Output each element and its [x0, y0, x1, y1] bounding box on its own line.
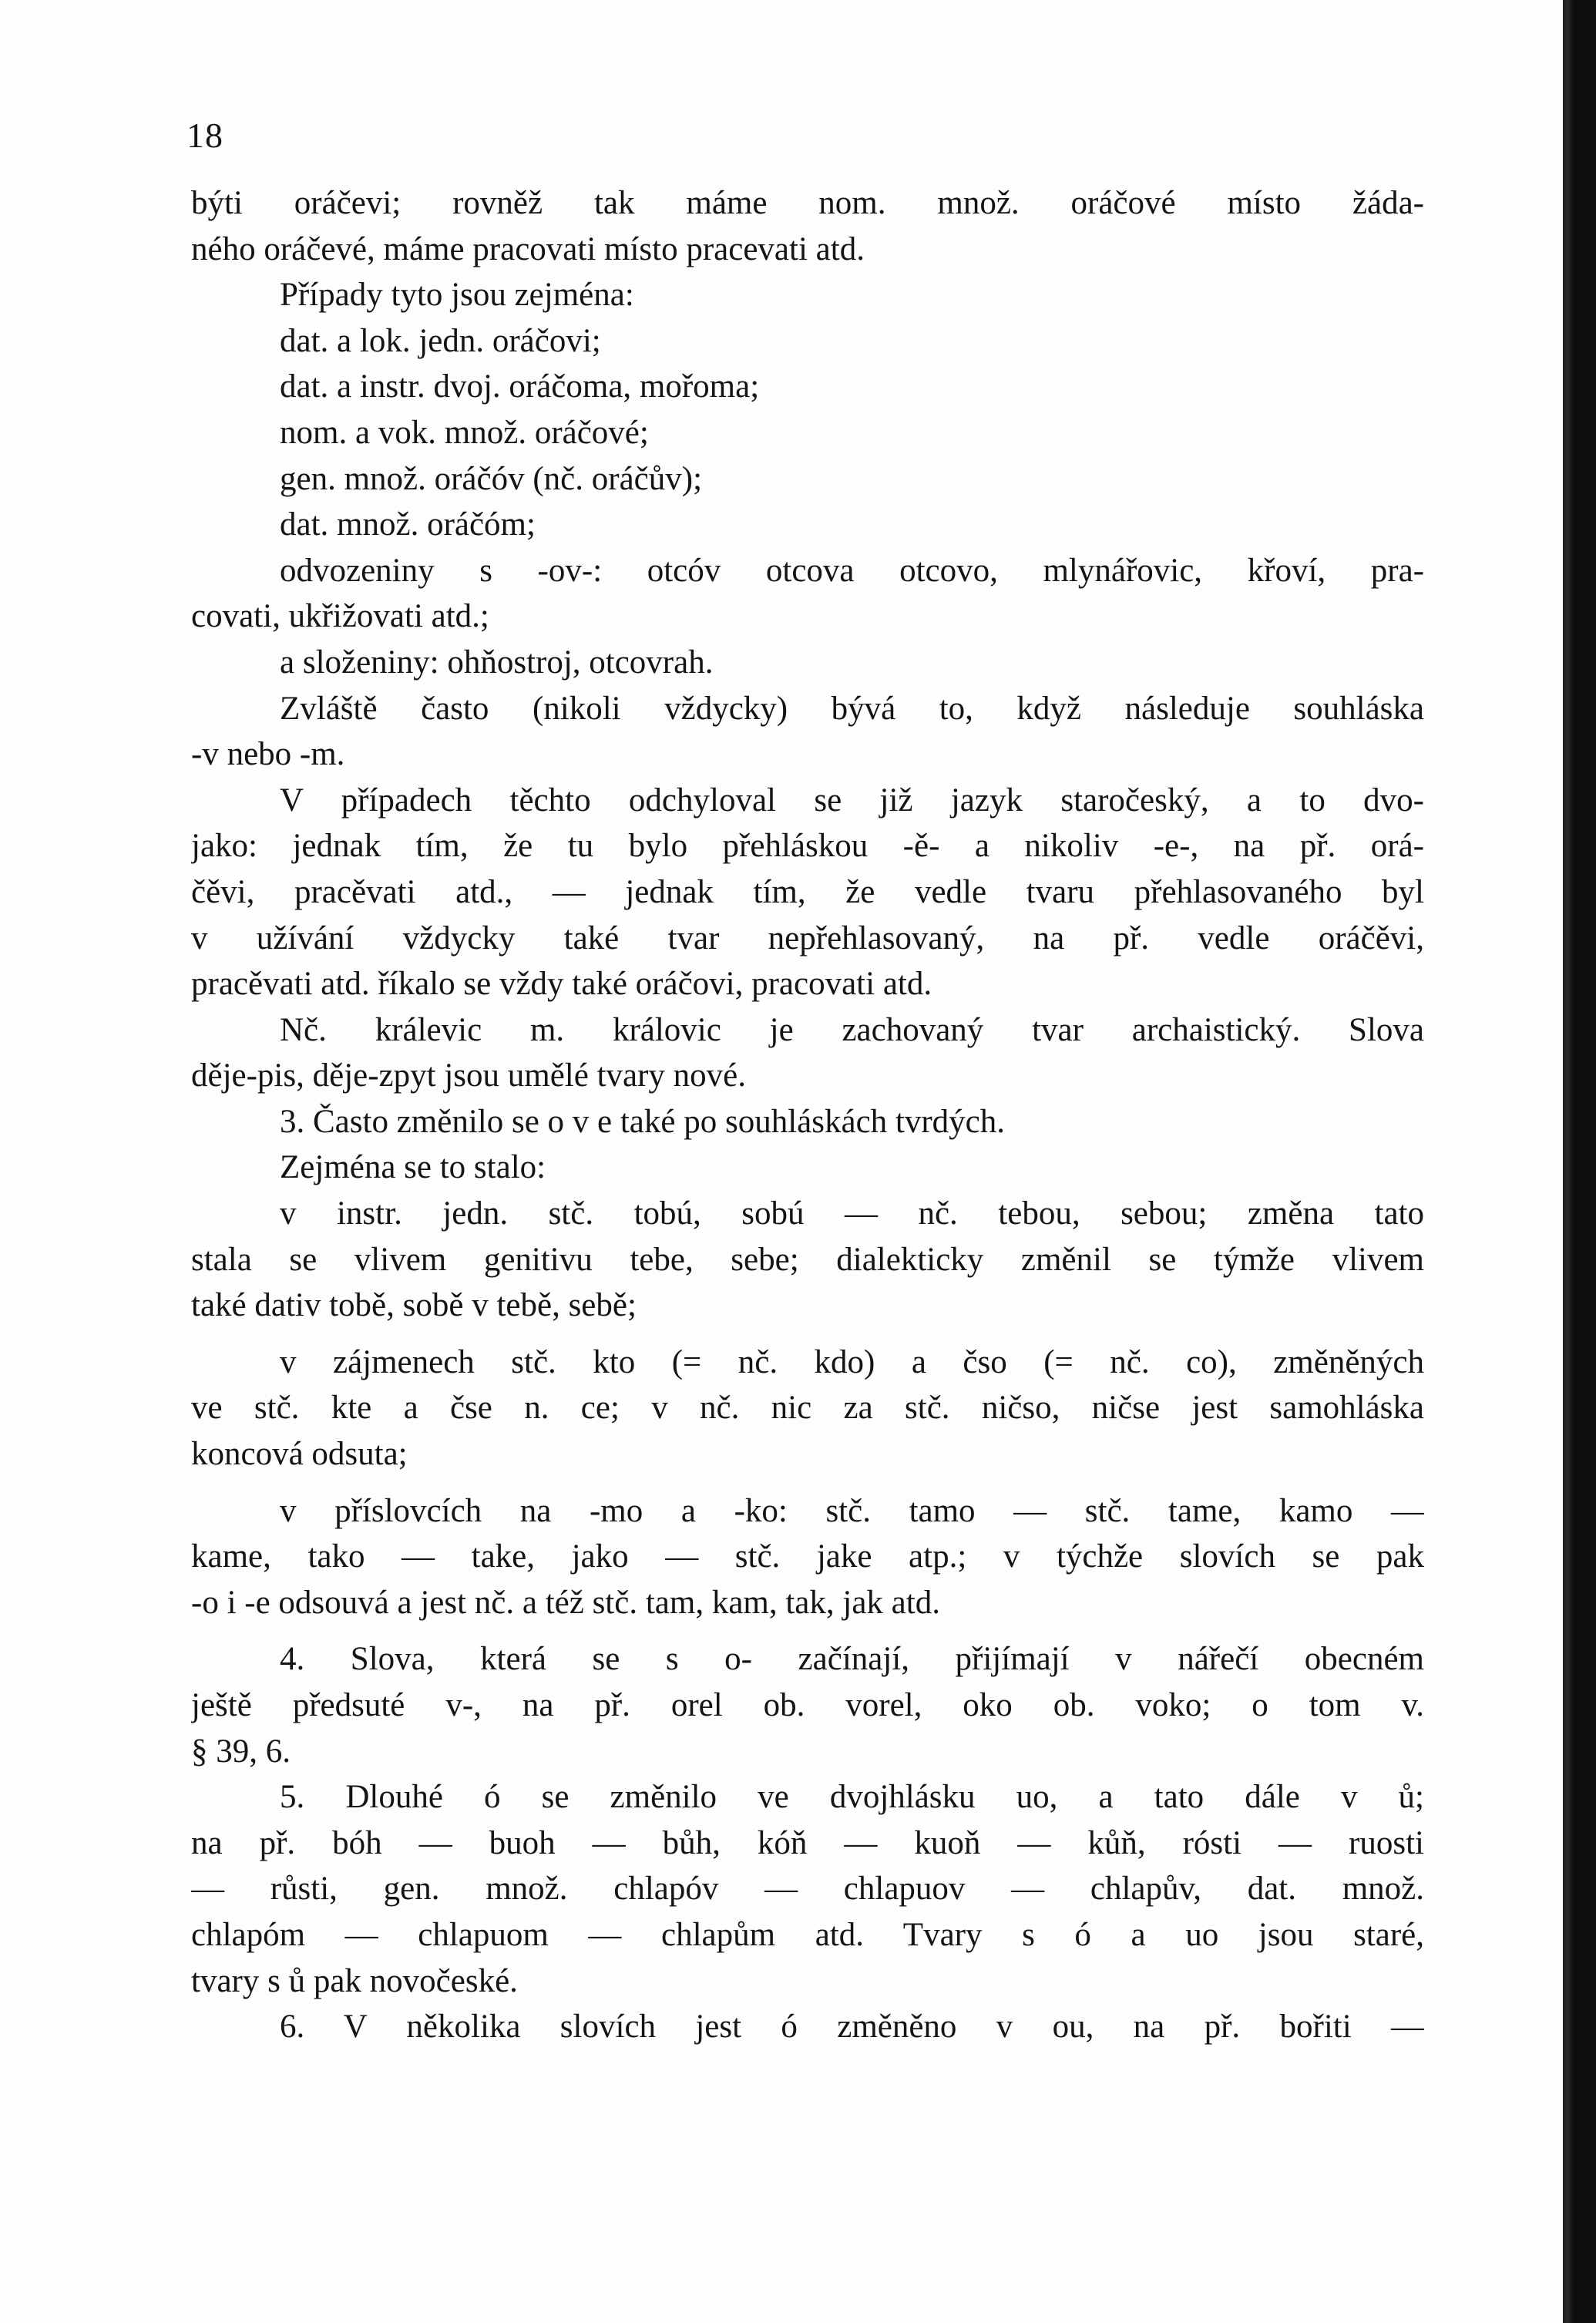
text-line: dat. a instr. dvoj. oráčoma, mořoma;	[280, 368, 760, 405]
text-line: ještě předsuté v-, na př. orel ob. vorel, oko ob. voko; o tom v.	[191, 1687, 1424, 1723]
text-line: -o i -e odsouvá a jest nč. a též stč. tam, kam, tak, jak atd.	[191, 1584, 940, 1621]
text-line: pracěvati atd. říkalo se vždy také oráčovi, pracovati atd.	[191, 966, 932, 1003]
page-number: 18	[186, 116, 223, 155]
text-line: tvary s ů pak novočeské.	[191, 1962, 518, 1999]
text-line: stala se vlivem genitivu tebe, sebe; dialekticky změnil se týmže vlivem	[191, 1241, 1424, 1278]
text-line: Případy tyto jsou zejména:	[280, 277, 634, 314]
text-line: chlapóm — chlapuom — chlapům atd. Tvary s ó a uo jsou staré,	[191, 1916, 1424, 1953]
text-line: kame, tako — take, jako — stč. jake atp.; v týchže slovích se pak	[191, 1538, 1424, 1575]
page-binding-edge	[1563, 0, 1596, 2323]
body-text	[191, 180, 1424, 2050]
text-line: V případech těchto odchyloval se již jazyk staročeský, a to dvo-	[280, 782, 1424, 819]
text-line: — růsti, gen. množ. chlapóv — chlapuov — chlapův, dat. množ.	[191, 1871, 1424, 1908]
text-line: na př. bóh — buoh — bůh, kóň — kuoň — kůň, rósti — ruosti	[191, 1824, 1424, 1861]
text-line: býti oráčevi; rovněž tak máme nom. množ. oráčové místo žáda-	[191, 185, 1424, 221]
text-line: 3. Často změnilo se o v e také po souhláskách tvrdých.	[280, 1103, 1006, 1140]
text-line: Zejména se to stalo:	[280, 1149, 546, 1186]
text-line: ve stč. kte a čse n. ce; v nč. nic za stč. ničso, ničse jest samohláska	[191, 1390, 1424, 1427]
text-line: a složeniny: ohňostroj, otcovrah.	[280, 644, 714, 681]
text-line: ného oráčevé, máme pracovati místo pracevati atd.	[191, 230, 865, 267]
text-line: 5. Dlouhé ó se změnilo ve dvojhlásku uo, a tato dále v ů;	[280, 1779, 1424, 1816]
text-line: čěvi, pracěvati atd., — jednak tím, že vedle tvaru přehlasovaného byl	[191, 873, 1424, 910]
text-line: gen. množ. oráčóv (nč. oráčův);	[280, 460, 703, 497]
text-line: -v nebo -m.	[191, 736, 345, 773]
text-line: nom. a vok. množ. oráčové;	[280, 414, 649, 451]
text-line: děje-pis, děje-zpyt jsou umělé tvary nové.	[191, 1057, 747, 1094]
text-line: koncová odsuta;	[191, 1436, 408, 1473]
text-line: Zvláště často (nikoli vždycky) bývá to, když následuje souhláska	[280, 690, 1424, 727]
text-line: v zájmenech stč. kto (= nč. kdo) a čso (= nč. co), změněných	[280, 1343, 1424, 1380]
text-line: 6. V několika slovích jest ó změněno v ou, na př. bořiti —	[280, 2009, 1424, 2046]
text-line: jako: jednak tím, že tu bylo přehláskou -ě- a nikoliv -e-, na př. orá-	[191, 828, 1424, 865]
text-line: § 39, 6.	[191, 1733, 291, 1770]
text-line: v užívání vždycky také tvar nepřehlasovaný, na př. vedle oráčěvi,	[191, 919, 1424, 956]
text-line: covati, ukřižovati atd.;	[191, 598, 489, 635]
text-line: odvozeniny s -ov-: otcóv otcova otcovo, mlynářovic, křoví, pra-	[280, 552, 1424, 589]
text-line: 4. Slova, která se s o- začínají, přijímají v nářečí obecném	[280, 1641, 1424, 1678]
text-line: v instr. jedn. stč. tobú, sobú — nč. tebou, sebou; změna tato	[280, 1195, 1424, 1232]
text-line: dat. a lok. jedn. oráčovi;	[280, 322, 601, 359]
text-line: v příslovcích na -mo a -ko: stč. tamo — stč. tame, kamo —	[280, 1492, 1424, 1529]
text-line: Nč. králevic m. královic je zachovaný tvar archaistický. Slova	[280, 1011, 1424, 1048]
text-line: dat. množ. oráčóm;	[280, 506, 536, 543]
text-line: také dativ tobě, sobě v tebě, sebě;	[191, 1287, 637, 1324]
